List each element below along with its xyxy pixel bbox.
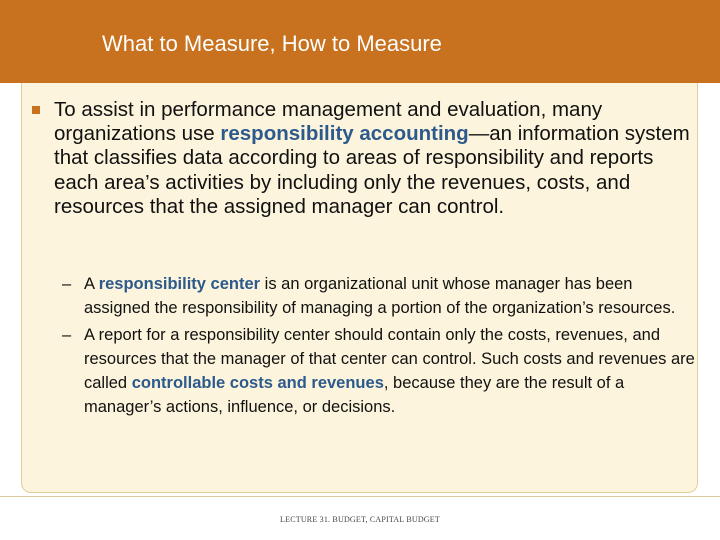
footer-caption: LECTURE 31. BUDGET, CAPITAL BUDGET [280,515,440,524]
sub-bullet-text-after: is an organizational unit whose manager has been assigned the responsibility of managing a portion of the organization’s resources. [84,275,676,317]
main-bullet-text [54,98,694,219]
footer-divider [0,496,720,497]
sub-bullet-responsibility-center [62,272,702,320]
sub-bullet-list [62,272,702,422]
main-bullet-text-before: To assist in performance management and evaluation, many organizations use [54,98,603,146]
dash-icon: – [62,326,72,344]
sub-bullet-text-before: A [84,275,99,293]
sub-bullet-controllable-costs [62,323,702,419]
slide-title: What to Measure, How to Measure [102,31,442,56]
title-bar [0,0,720,83]
sub-bullet-text-before: A report for a responsibility center should contain only the costs, revenues, and resources that the manager of that center can control. Such costs and revenues are called [84,326,695,392]
square-bullet-icon [32,106,40,114]
term-responsibility-center: responsibility center [98,275,261,293]
sub-bullet-text [84,323,702,419]
term-responsibility-accounting: responsibility accounting [220,122,469,146]
sub-bullet-text [84,272,702,320]
sub-bullet-text-after: , because they are the result of a manager’s actions, influence, or decisions. [84,374,625,416]
main-bullet-text-after: —an information system that classifies data according to areas of responsibility and reports each area’s activities by including only the revenues, costs, and resources that the assigned manager can control. [54,122,690,218]
term-controllable-costs-and-revenues: controllable costs and revenues [131,374,384,392]
dash-icon: – [62,275,72,293]
